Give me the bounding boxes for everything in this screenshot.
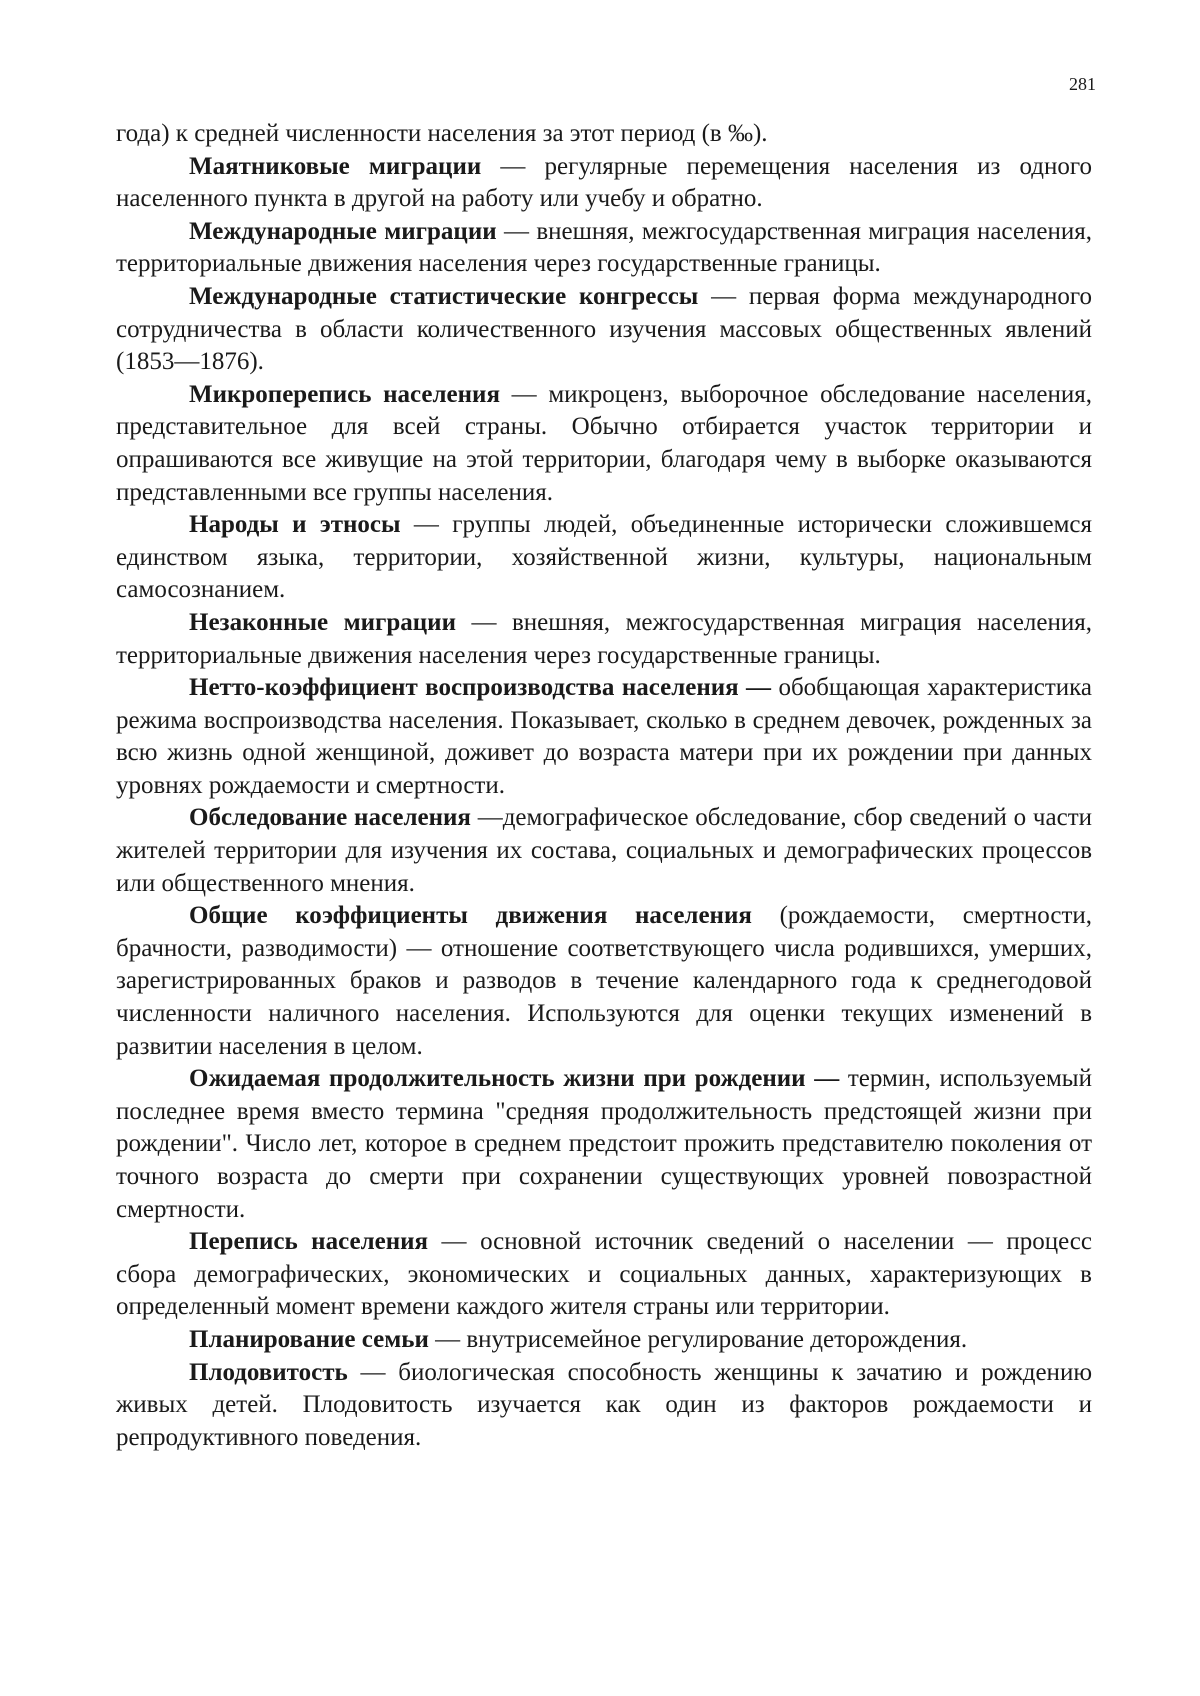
entry-definition: — регулярные перемещения населения из одного населенного пункта в другой на работу или учебу и обратно. <box>116 152 1092 213</box>
glossary-entry <box>116 118 1092 151</box>
entry-definition: (рождаемости, смертности, брачности, разводимости) — отношение соответствующего числа родившихся, умерших, зарегистрированных браков и разводов в течение календарного года к среднегодовой численности наличного населения. Используются для оценки текущих изменений в развитии населения в целом. <box>116 902 1092 1060</box>
entry-definition: — микроценз, выборочное обследование населения, представительное для всей страны. Обычно отбирается участок территории и опрашиваются все живущие на этой территории, благодаря чему в выборке оказываются представленными все группы населения. <box>116 380 1093 506</box>
glossary-entry <box>116 281 1092 379</box>
entry-term: Перепись населения <box>189 1228 429 1256</box>
entry-definition: — внутрисемейное регулирование деторождения. <box>428 1325 968 1353</box>
entry-definition: года) к средней численности населения за этот период (в ‰). <box>116 120 768 147</box>
glossary-entry <box>116 1063 1092 1226</box>
glossary-entry <box>116 1357 1092 1455</box>
glossary-entry <box>116 607 1092 672</box>
glossary-entry <box>116 802 1092 900</box>
glossary-entry <box>116 151 1092 216</box>
entry-term: Плодовитость <box>189 1358 348 1386</box>
entry-definition: обобщающая характеристика режима воспроизводства населения. Показывает, сколько в среднем девочек, рожденных за всю жизнь одной женщиной, доживет до возраста матери при их рождении при данных уровнях рождаемости и смертности. <box>116 674 1092 799</box>
entry-term: Международные миграции <box>189 217 497 245</box>
glossary-entry <box>116 1226 1092 1324</box>
entry-definition: — внешняя, межгосударственная миграция населения, территориальные движения населения через государственные границы. <box>116 608 1092 669</box>
glossary-entry <box>116 509 1092 607</box>
entry-definition: — основной источник сведений о населении — процесс сбора демографических, экономических и социальных данных, характеризующих в определенный момент времени каждого жителя страны или территории. <box>116 1228 1093 1321</box>
entry-term: Народы и этносы <box>189 511 401 539</box>
glossary-text <box>116 118 1092 1454</box>
entry-term: Общие коэффициенты движения населения <box>189 902 752 930</box>
entry-term: Планирование семьи <box>189 1325 429 1353</box>
page-number: 281 <box>1069 74 1096 94</box>
glossary-entry <box>116 672 1092 802</box>
entry-term: Нетто-коэффициент воспроизводства населения — <box>189 674 772 702</box>
entry-term: Ожидаемая продолжительность жизни при рождении — <box>189 1065 840 1093</box>
entry-definition: —демографическое обследование, сбор сведений о части жителей территории для изучения их состава, социальных и демографических процессов или общественного мнения. <box>116 804 1092 897</box>
entry-term: Микроперепись населения <box>189 380 500 408</box>
entry-term: Маятниковые миграции <box>189 152 482 180</box>
entry-term: Международные статистические конгрессы <box>189 282 699 310</box>
entry-term: Обследование населения <box>189 804 471 832</box>
glossary-entry <box>116 900 1092 1063</box>
glossary-entry <box>116 379 1092 509</box>
entry-definition: — группы людей, объединенные исторически сложившемся единством языка, территории, хозяйственной жизни, культуры, национальным самосознанием. <box>116 511 1092 604</box>
entry-definition: — первая форма международного сотрудничества в области количественного изучения массовых общественных явлений (1853—1876). <box>116 282 1092 376</box>
entry-definition: — биологическая способность женщины к зачатию и рождению живых детей. Плодовитость изучается как один из факторов рождаемости и репродуктивного поведения. <box>116 1358 1092 1451</box>
glossary-entry <box>116 216 1092 281</box>
entry-definition: — внешняя, межгосударственная миграция населения, территориальные движения населения через государственные границы. <box>116 217 1093 278</box>
entry-definition: термин, используемый последнее время вместо термина "средняя продолжительность предстоящей жизни при рождении". Число лет, которое в среднем предстоит прожить представителю поколения от точного возраста до смерти при сохранении существующих уровней повозрастной смертности. <box>116 1065 1092 1223</box>
glossary-entry <box>116 1324 1092 1357</box>
entry-term: Незаконные миграции <box>189 608 456 636</box>
